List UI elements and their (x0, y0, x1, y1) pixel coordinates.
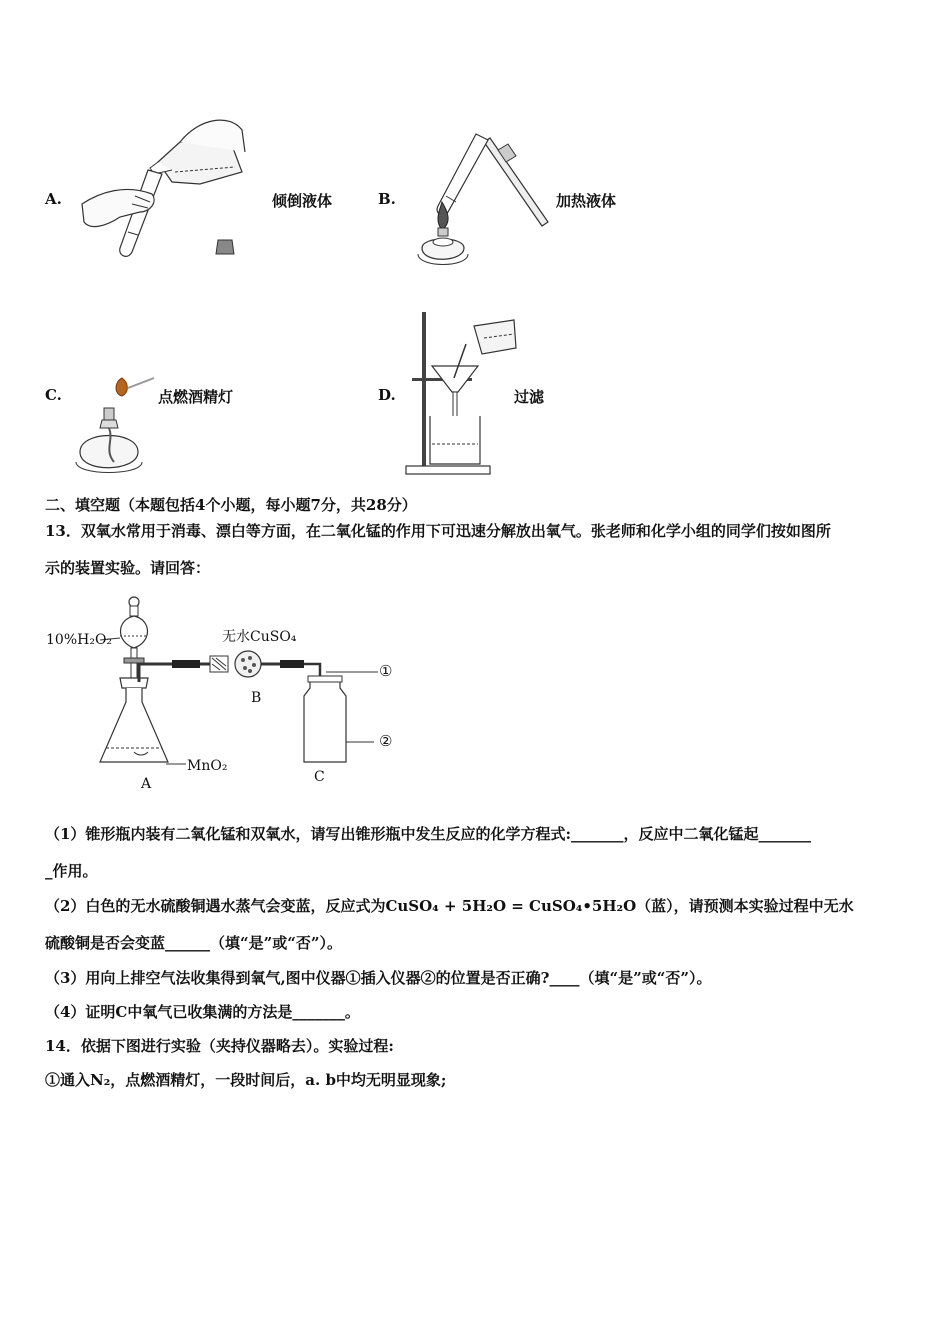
label-a: A (141, 776, 152, 792)
option-b-letter: B. (378, 190, 396, 208)
option-d-letter: D. (378, 386, 396, 404)
q13-sub1-line1: （1）锥形瓶内装有二氧化锰和双氧水，请写出锥形瓶中发生反应的化学方程式:_______，反应中二氧化锰起_______ (45, 825, 811, 843)
heating-liquid-illustration (412, 130, 557, 275)
q13-sub3: （3）用向上排空气法收集得到氧气,图中仪器①插入仪器②的位置是否正确?____（填“是”或“否”）。 (45, 969, 712, 987)
label-1: ① (379, 662, 393, 680)
label-mno2: MnO₂ (187, 758, 228, 774)
q13-stem-line2: 示的装置实验。请回答： (45, 559, 211, 577)
lighting-lamp-illustration (74, 370, 164, 480)
pouring-liquid-illustration (80, 112, 250, 262)
option-c-caption: 点燃酒精灯 (158, 388, 234, 406)
option-b-caption: 加热液体 (556, 192, 617, 210)
option-a-letter: A. (45, 190, 62, 208)
label-cuso4: 无水CuSO₄ (222, 629, 297, 645)
label-c: C (314, 769, 325, 785)
q13-sub2-line1: （2）白色的无水硫酸铜遇水蒸气会变蓝，反应式为CuSO₄ + 5H₂O = CuSO₄•5H₂O（蓝），请预测本实验过程中无水 (45, 897, 854, 915)
label-h2o2: 10%H₂O₂ (46, 632, 113, 648)
q13-sub4: （4）证明C中氧气已收集满的方法是_______。 (45, 1003, 360, 1021)
section-heading: 二、填空题（本题包括4个小题，每小题7分，共28分） (45, 496, 417, 514)
option-d-caption: 过滤 (514, 388, 545, 406)
label-2: ② (379, 732, 393, 750)
option-a-caption: 倾倒液体 (272, 192, 333, 210)
q13-sub2-line2: 硫酸铜是否会变蓝______（填“是”或“否”）。 (45, 934, 343, 952)
q14-step1: ①通入N₂，点燃酒精灯，一段时间后，a. b中均无明显现象; (45, 1071, 447, 1089)
q14-stem: 14．依据下图进行实验（夹持仪器略去）。实验过程: (45, 1037, 394, 1055)
q13-sub1-line2: _作用。 (45, 862, 98, 880)
option-c-letter: C. (45, 386, 62, 404)
q13-stem-line1: 13．双氧水常用于消毒、漂白等方面，在二氧化锰的作用下可迅速分解放出氧气。张老师和化学小组的同学们按如图所 (45, 522, 831, 540)
label-b: B (251, 690, 262, 706)
